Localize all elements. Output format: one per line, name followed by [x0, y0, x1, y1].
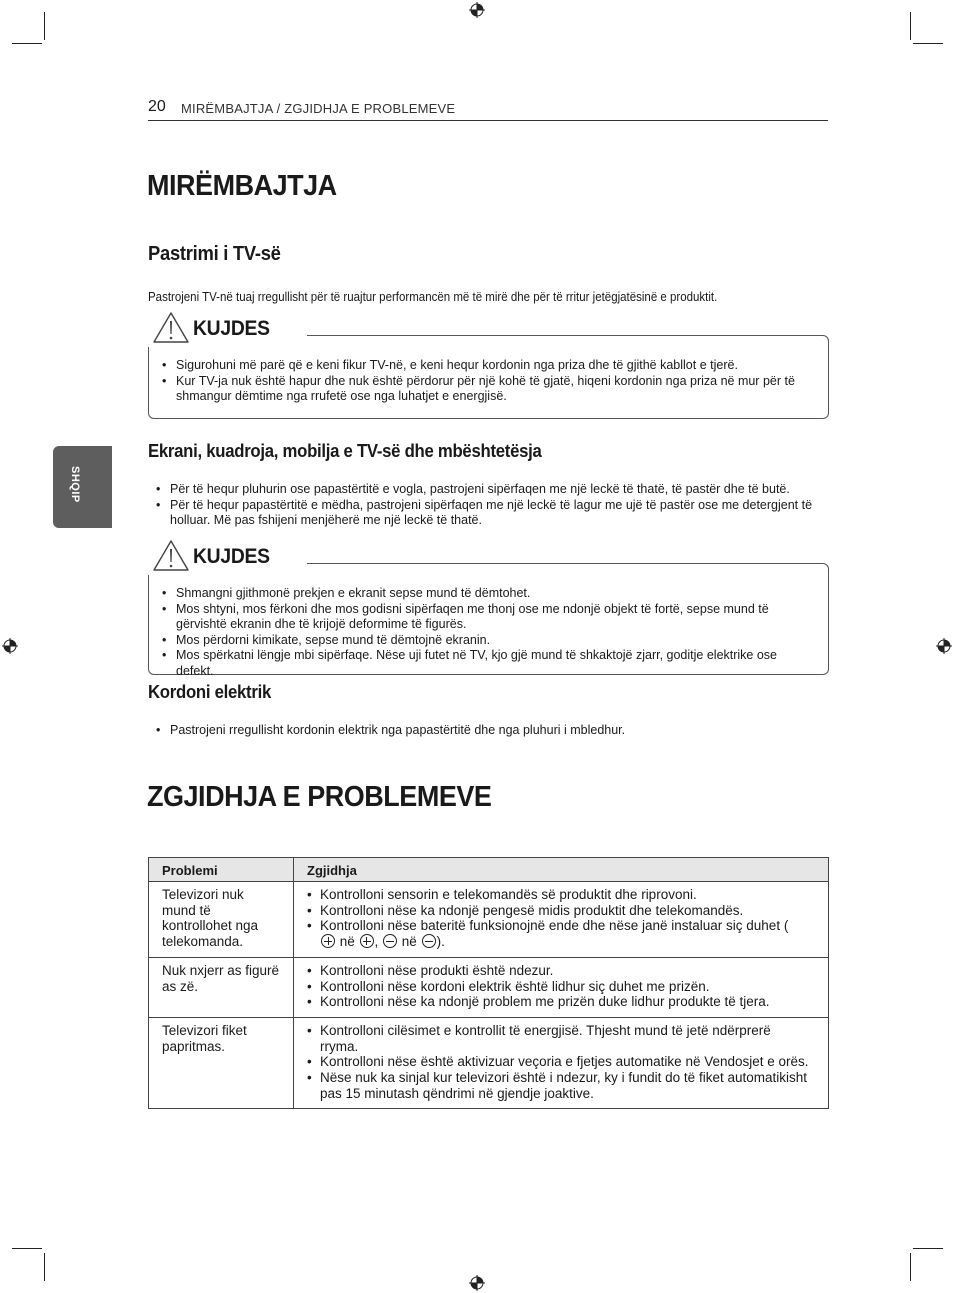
- maintenance-title: MIRËMBAJTJA: [147, 170, 337, 202]
- language-tab: [53, 446, 112, 528]
- caution-list: [162, 358, 802, 405]
- solution-cell: [294, 957, 829, 1017]
- list-item: • Kontrolloni nëse ka ndonjë problem me prizën duke lidhur produkte të tjera.: [307, 994, 815, 1010]
- crop-mark: [913, 1248, 943, 1249]
- warning-icon: [151, 539, 191, 571]
- problem-cell: Televizori fiket papritmas.: [149, 1017, 294, 1109]
- solution-list: [307, 1023, 815, 1102]
- caution-box: [148, 545, 829, 678]
- caution-box: [148, 317, 829, 419]
- registration-mark-icon: [2, 638, 18, 654]
- list-item-text: Kontrolloni nëse bateritë funksionojnë ende dhe nëse janë instaluar siç duhet (: [320, 918, 789, 934]
- minus-terminal-icon: [422, 934, 436, 948]
- page-header: [148, 98, 828, 121]
- list-item-text: ,: [374, 934, 383, 950]
- list-item: • Kontrolloni sensorin e telekomandës së produktit dhe riprovoni.: [307, 887, 815, 903]
- list-item: • Kontrolloni nëse kordoni elektrik është lidhur siç duhet me prizën.: [307, 979, 815, 995]
- list-item: • Shmangni gjithmonë prekjen e ekranit sepse mund të dëmtohet.: [162, 586, 817, 602]
- solution-cell: [294, 1017, 829, 1109]
- registration-mark-icon: [469, 1275, 485, 1291]
- caution-label: KUJDES: [193, 545, 270, 568]
- cleaning-intro: Pastrojeni TV-në tuaj rregullisht për të ruajtur performancën më të mirë dhe për të rritur jetëgjatësinë e produktit.: [148, 290, 718, 304]
- problem-cell: Nuk nxjerr as figurë as zë.: [149, 957, 294, 1017]
- list-item: • Kur TV-ja nuk është hapur dhe nuk është përdorur për një kohë të gjatë, hiqeni kordonin nga priza në mur për të shmangur dëmtime nga rrufetë ose nga luhatjet e energjisë.: [162, 374, 802, 405]
- cord-list: [156, 723, 821, 739]
- minus-terminal-icon: [383, 934, 397, 948]
- crop-mark: [910, 12, 911, 40]
- list-item: • Për të hequr papastërtitë e mëdha, pastrojeni sipërfaqen me një leckë të lagur me ujë të pastër ose me detergjent të holluar. Më pas fshijeni menjëherë me një leckë të thatë.: [156, 498, 821, 529]
- crop-mark: [44, 12, 45, 40]
- problem-cell: Televizori nuk mund të kontrollohet nga telekomanda.: [149, 882, 294, 958]
- running-title: MIRËMBAJTJA / ZGJIDHJA E PROBLEMEVE: [181, 101, 456, 116]
- list-item: [307, 918, 815, 949]
- table-header-row: [149, 858, 829, 882]
- troubleshooting-title: ZGJIDHJA E PROBLEMEVE: [147, 781, 492, 813]
- cord-heading: Kordoni elektrik: [148, 682, 271, 702]
- list-item-text: në: [336, 934, 359, 950]
- column-header-solution: Zgjidhja: [294, 858, 829, 882]
- list-item: • Kontrolloni nëse është aktivizuar veçoria e fjetjes automatike në Vendosjet e orës.: [307, 1054, 815, 1070]
- cleaning-heading: Pastrimi i TV-së: [148, 243, 281, 265]
- crop-mark: [12, 1248, 42, 1249]
- language-tab-label: SHQIP: [69, 466, 81, 503]
- crop-mark: [12, 43, 42, 44]
- list-item: • Për të hequr pluhurin ose papastërtitë e vogla, pastrojeni sipërfaqen me një leckë të thatë, të pastër dhe të butë.: [156, 482, 821, 498]
- list-item: • Kontrolloni nëse produkti është ndezur.: [307, 963, 815, 979]
- table-row: [149, 957, 829, 1017]
- list-item: • Kontrolloni cilësimet e kontrollit të energjisë. Thjesht mund të jetë ndërprerë rryma.: [307, 1023, 815, 1054]
- list-item: • Mos shtyni, mos fërkoni dhe mos godisni sipërfaqen me thonj ose me ndonjë objekt të fortë, sepse mund të gërvishtë ekranin dhe të krijojë deformime të figurës.: [162, 602, 817, 633]
- solution-list: [307, 963, 815, 1010]
- list-item-text: në: [398, 934, 421, 950]
- solution-list: [307, 887, 815, 950]
- list-item: • Mos përdorni kimikate, sepse mund të dëmtojnë ekranin.: [162, 633, 817, 649]
- caution-header: [141, 311, 307, 347]
- crop-mark: [910, 1253, 911, 1281]
- screen-heading: Ekrani, kuadroja, mobilja e TV-së dhe mbështetësja: [148, 441, 542, 461]
- column-header-problem: Problemi: [149, 858, 294, 882]
- list-item: • Pastrojeni rregullisht kordonin elektrik nga papastërtitë dhe nga pluhuri i mbledhur.: [156, 723, 821, 739]
- list-item: • Kontrolloni nëse ka ndonjë pengesë midis produktit dhe telekomandës.: [307, 903, 815, 919]
- list-item: • Sigurohuni më parë që e keni fikur TV-në, e keni hequr kordonin nga priza dhe të gjithë kabllot e tjerë.: [162, 358, 802, 374]
- page-number: 20: [148, 98, 166, 115]
- screen-list: [156, 482, 821, 529]
- plus-terminal-icon: [321, 934, 335, 948]
- list-item: • Nëse nuk ka sinjal kur televizori është i ndezur, ky i fundit do të fiket automatikisht pas 15 minutash qëndrimi në gjendje joaktive.: [307, 1070, 815, 1101]
- registration-mark-icon: [469, 2, 485, 18]
- warning-icon: [151, 311, 191, 343]
- solution-cell: [294, 882, 829, 958]
- table-row: [149, 882, 829, 958]
- list-item-text: ).: [436, 934, 445, 950]
- crop-mark: [44, 1253, 45, 1281]
- registration-mark-icon: [936, 638, 952, 654]
- crop-mark: [913, 43, 943, 44]
- troubleshooting-table: [148, 857, 829, 1109]
- caution-header: [141, 539, 307, 575]
- list-item: • Mos spërkatni lëngje mbi sipërfaqe. Nëse uji futet në TV, kjo gjë mund të shkaktojë zjarr, goditje elektrike ose defekt.: [162, 648, 817, 679]
- table-row: [149, 1017, 829, 1109]
- plus-terminal-icon: [360, 934, 374, 948]
- caution-label: KUJDES: [193, 317, 270, 340]
- caution-list: [162, 586, 817, 679]
